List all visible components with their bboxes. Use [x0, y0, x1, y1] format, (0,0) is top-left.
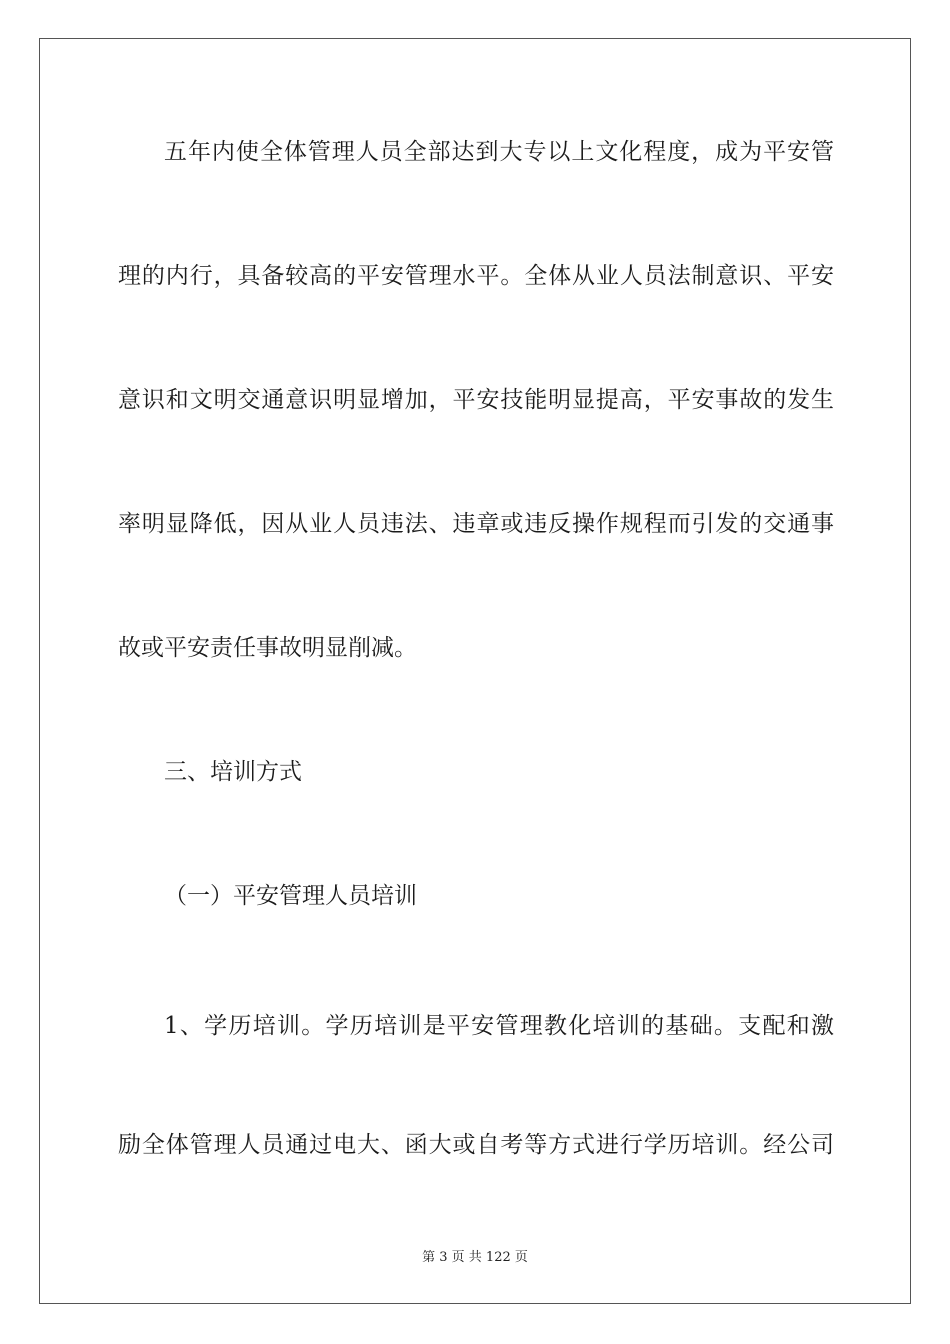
subsection-heading: （一）平安管理人员培训 — [164, 883, 417, 909]
body-text-line: 故或平安责任事故明显削减。 — [118, 635, 417, 661]
body-text-line: 1、学历培训。学历培训是平安管理教化培训的基础。支配和激 — [164, 1013, 834, 1039]
section-heading: 三、培训方式 — [164, 759, 302, 785]
body-text-line: 五年内使全体管理人员全部达到大专以上文化程度，成为平安管 — [164, 139, 834, 165]
page-footer: 第 3 页 共 122 页 — [422, 1250, 528, 1265]
body-text-line: 意识和文明交通意识明显增加，平安技能明显提高，平安事故的发生 — [118, 387, 834, 413]
body-text-line: 励全体管理人员通过电大、函大或自考等方式进行学历培训。经公司 — [118, 1132, 834, 1158]
body-text-line: 理的内行，具备较高的平安管理水平。全体从业人员法制意识、平安 — [118, 263, 834, 289]
body-text-line: 率明显降低，因从业人员违法、违章或违反操作规程而引发的交通事 — [118, 511, 834, 537]
page-border — [39, 38, 911, 1304]
